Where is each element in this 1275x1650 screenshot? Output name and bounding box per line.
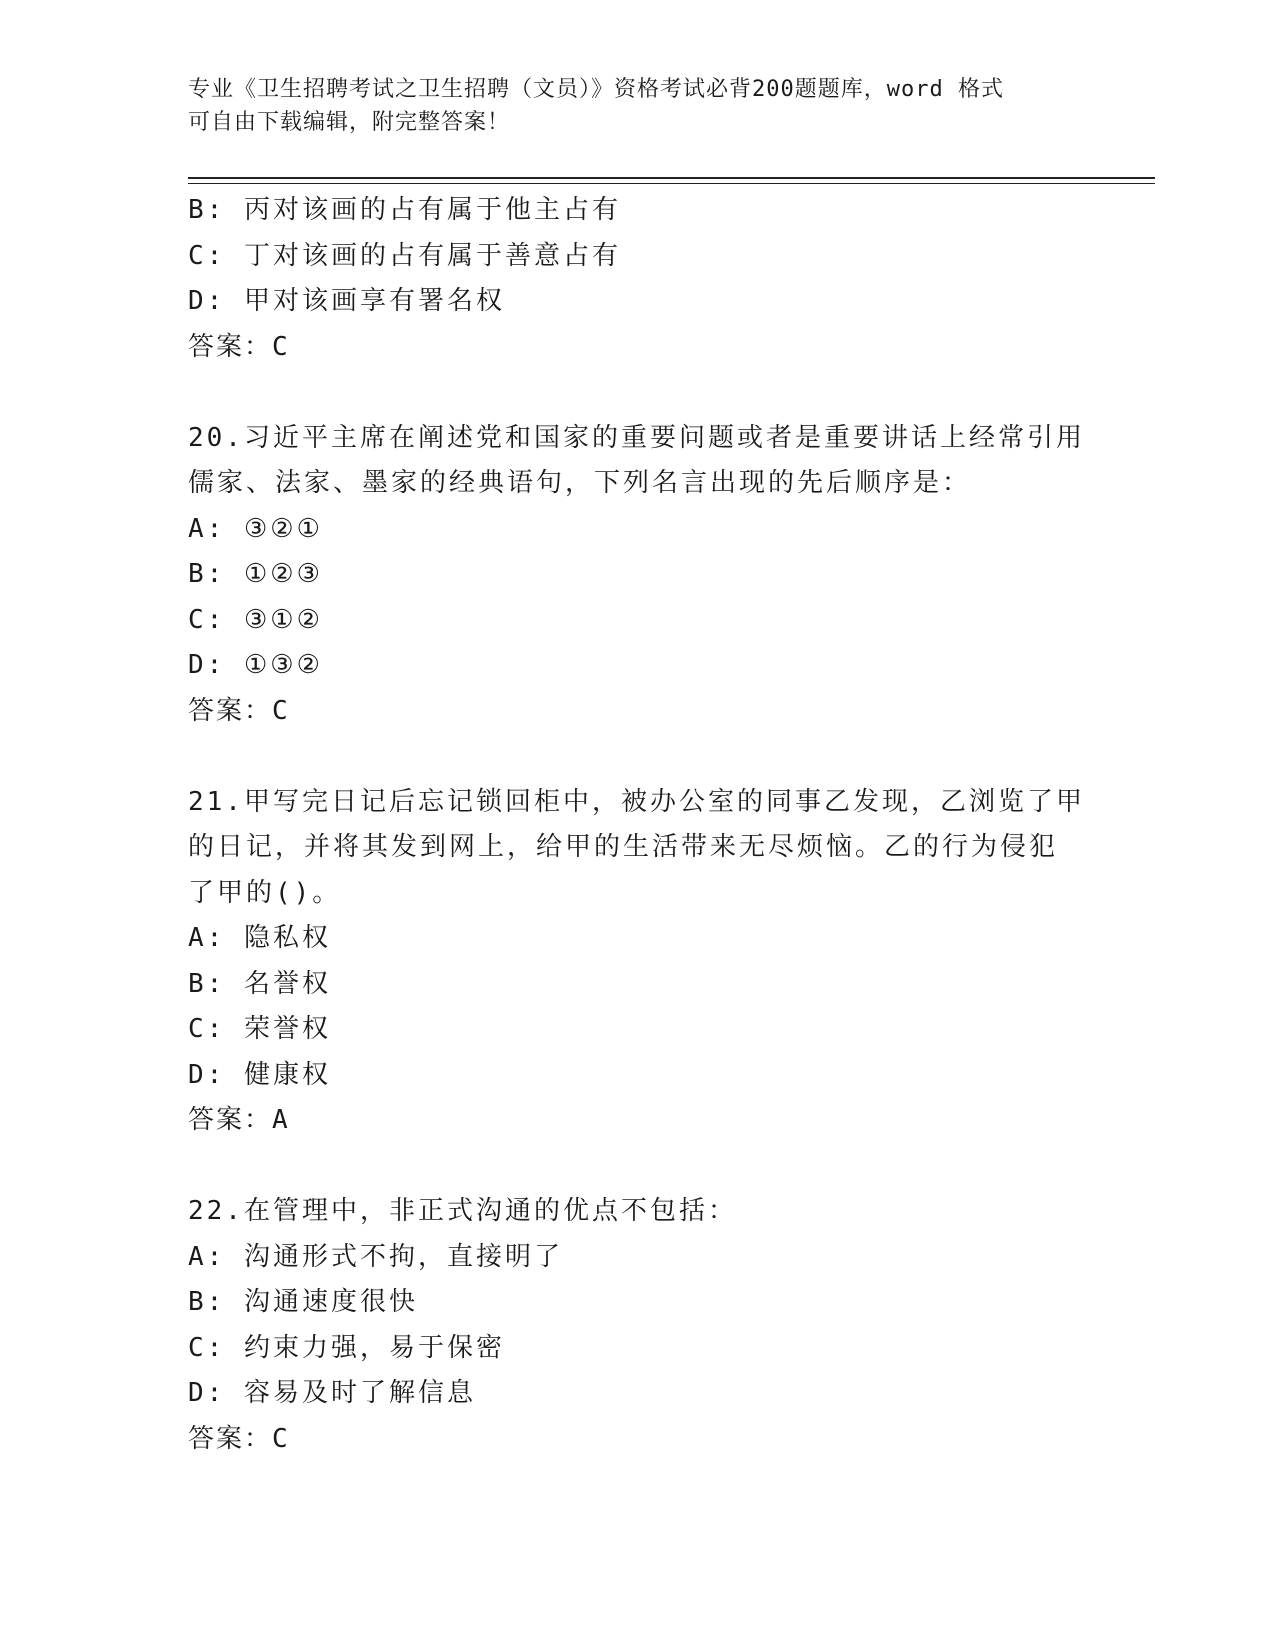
option-d: D: 甲对该画享有署名权 [188,286,505,316]
answer-value: C [272,331,290,362]
option-a: A: ③②① [188,513,323,544]
answer-label: 答案： [188,695,273,726]
answer-line [188,1417,1088,1463]
answer-value: A [272,1105,290,1135]
page-header [188,73,1088,139]
question-stem-line: 21.甲写完日记后忘记锁回柜中，被办公室的同事乙发现，乙浏览了甲 [188,786,1085,817]
option-a: A: 沟通形式不拘，直接明了 [188,1241,563,1272]
option-b: B: 丙对该画的占有属于他主占有 [188,195,621,225]
question-list [188,188,1088,1462]
spacer [188,1144,1088,1190]
header-divider-thick [188,177,1155,179]
answer-line [188,325,1088,371]
answer-line [188,689,1088,735]
option-b: B: ①②③ [188,559,323,589]
option-a: A: 隐私权 [188,923,331,953]
question-stem-line: 儒家、法家、墨家的经典语句，下列名言出现的先后顺序是： [188,468,972,498]
answer-label: 答案： [188,331,273,362]
option-b: B: 沟通速度很快 [188,1287,418,1317]
question-stem-line: 的日记，并将其发到网上，给甲的生活带来无尽烦恼。乙的行为侵犯 [188,832,1059,862]
question-19-continued [188,188,1088,370]
header-divider-thin [188,183,1155,184]
header-line-2: 可自由下载编辑，附完整答案！ [188,110,511,135]
answer-label: 答案： [188,1423,273,1454]
question-20 [188,416,1088,735]
spacer [188,734,1088,780]
option-c: C: 丁对该画的占有属于善意占有 [188,240,621,271]
answer-label: 答案： [188,1105,273,1135]
option-c: C: 约束力强，易于保密 [188,1332,505,1363]
answer-value: C [272,1423,290,1454]
question-stem-line: 了甲的()。 [188,877,342,908]
question-stem-line: 22.在管理中，非正式沟通的优点不包括： [188,1196,737,1226]
option-d: D: 健康权 [188,1059,331,1090]
question-21 [188,780,1088,1144]
answer-line [188,1098,1088,1144]
question-stem-line: 20.习近平主席在阐述党和国家的重要问题或者是重要讲话上经常引用 [188,422,1085,453]
answer-value: C [272,695,290,726]
option-c: C: ③①② [188,604,323,635]
option-d: D: 容易及时了解信息 [188,1378,476,1408]
option-d: D: ①③② [188,650,323,680]
question-22 [188,1189,1088,1462]
option-c: C: 荣誉权 [188,1014,331,1044]
spacer [188,370,1088,416]
header-line-1: 专业《卫生招聘考试之卫生招聘（文员）》资格考试必背200题题库，word 格式 [188,77,1004,102]
option-b: B: 名誉权 [188,968,331,999]
